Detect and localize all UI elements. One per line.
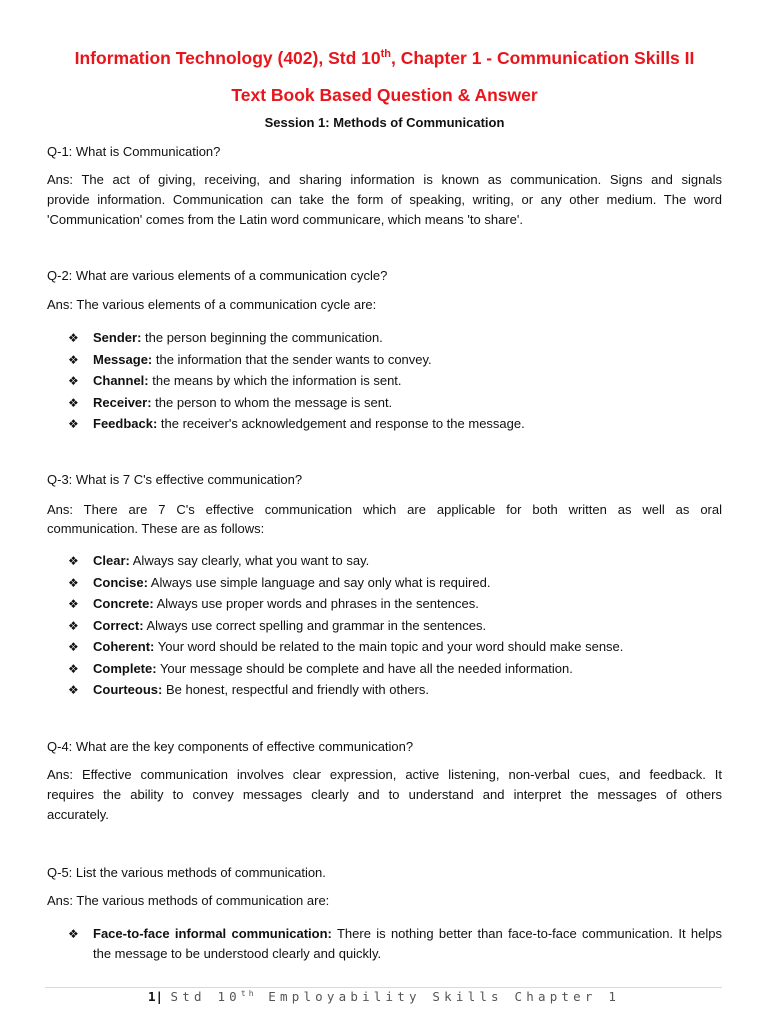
bullet-icon: ❖ — [68, 554, 79, 568]
footer-separator: | — [155, 989, 164, 1005]
answer-2: Ans: The various elements of a communication cycle are: — [47, 297, 377, 312]
answer-4-line-1: Ans: Effective communication involves clear expression, active listening, non-verbal cues, and feedback. It — [47, 767, 722, 782]
page-footer — [0, 989, 768, 1004]
bullet-icon: ❖ — [68, 618, 79, 633]
list-item: ❖ Channel: the means by which the information is sent. — [68, 371, 722, 393]
bullet-icon: ❖ — [68, 683, 79, 697]
list-item: ❖ Coherent: Your word should be related to the main topic and your word should make sense. — [68, 637, 722, 659]
question-5: Q-5: List the various methods of communication. — [47, 865, 326, 880]
list-item: ❖ Clear: Always say clearly, what you want to say. — [68, 551, 722, 573]
question-2: Q-2: What are various elements of a communication cycle? — [47, 268, 388, 283]
list-item: ❖ Concise: Always use simple language and say only what is required. — [68, 573, 722, 595]
document-title: Information Technology (402), Std 10th, Chapter 1 - Communication Skills II — [74, 48, 695, 68]
bullet-icon: ❖ — [68, 597, 79, 611]
bullet-icon: ❖ — [68, 640, 79, 654]
list-item: ❖ Concrete: Always use proper words and phrases in the sentences. — [68, 594, 722, 616]
list-item: ❖ Correct: Always use correct spelling and grammar in the sentences. — [68, 616, 722, 638]
bullet-icon: ❖ — [68, 575, 79, 590]
footer-divider — [45, 987, 722, 988]
answer-1-line-3: 'Communication' comes from the Latin word communicare, which means 'to share'. — [47, 212, 523, 227]
question-4: Q-4: What are the key components of effective communication? — [47, 739, 414, 754]
list-item: ❖ Courteous: Be honest, respectful and friendly with others. — [68, 680, 722, 702]
methods-list — [68, 924, 722, 964]
list-item: ❖ Face-to-face informal communication: There is nothing better than face-to-face communication. It helps the message to be understood clearly and quickly. — [68, 926, 722, 961]
answer-5: Ans: The various methods of communication are: — [47, 893, 330, 908]
list-item: ❖ Complete: Your message should be complete and have all the needed information. — [68, 659, 722, 681]
bullet-icon: ❖ — [68, 374, 79, 388]
bullet-icon: ❖ — [68, 661, 79, 676]
question-3: Q-3: What is 7 C's effective communication? — [47, 472, 303, 487]
bullet-icon: ❖ — [68, 417, 79, 431]
bullet-icon: ❖ — [68, 352, 79, 367]
list-item: ❖ Sender: the person beginning the communication. — [68, 328, 722, 350]
list-item: ❖ Feedback: the receiver's acknowledgement and response to the message. — [68, 414, 722, 436]
session-heading: Session 1: Methods of Communication — [264, 115, 505, 130]
list-item: ❖ Message: the information that the sender wants to convey. — [68, 350, 722, 372]
list-item: ❖ Receiver: the person to whom the message is sent. — [68, 393, 722, 415]
answer-3-line-1: Ans: There are 7 C's effective communication which are applicable for both written as well as oral — [47, 502, 722, 517]
bullet-icon: ❖ — [68, 395, 79, 410]
answer-1-line-1: Ans: The act of giving, receiving, and sharing information is known as communication. Signs and signals — [47, 172, 722, 187]
document-subtitle: Text Book Based Question & Answer — [231, 85, 538, 105]
seven-cs-list — [68, 551, 722, 702]
footer-text: Std 10th Employability Skills Chapter 1 — [170, 989, 621, 1005]
answer-4-line-2: requires the ability to convey messages clearly and to understand and interpret the messages of others — [47, 787, 722, 802]
question-1: Q-1: What is Communication? — [47, 144, 221, 159]
bullet-icon: ❖ — [68, 927, 79, 941]
answer-1-line-2: provide information. Communication can take the form of speaking, writing, or any other medium. The word — [47, 192, 722, 207]
answer-3-line-2: communication. These are as follows: — [47, 521, 265, 536]
bullet-icon: ❖ — [68, 331, 79, 345]
page-number: 1 — [147, 989, 156, 1005]
answer-4-line-3: accurately. — [47, 807, 109, 822]
communication-cycle-list — [68, 328, 722, 436]
